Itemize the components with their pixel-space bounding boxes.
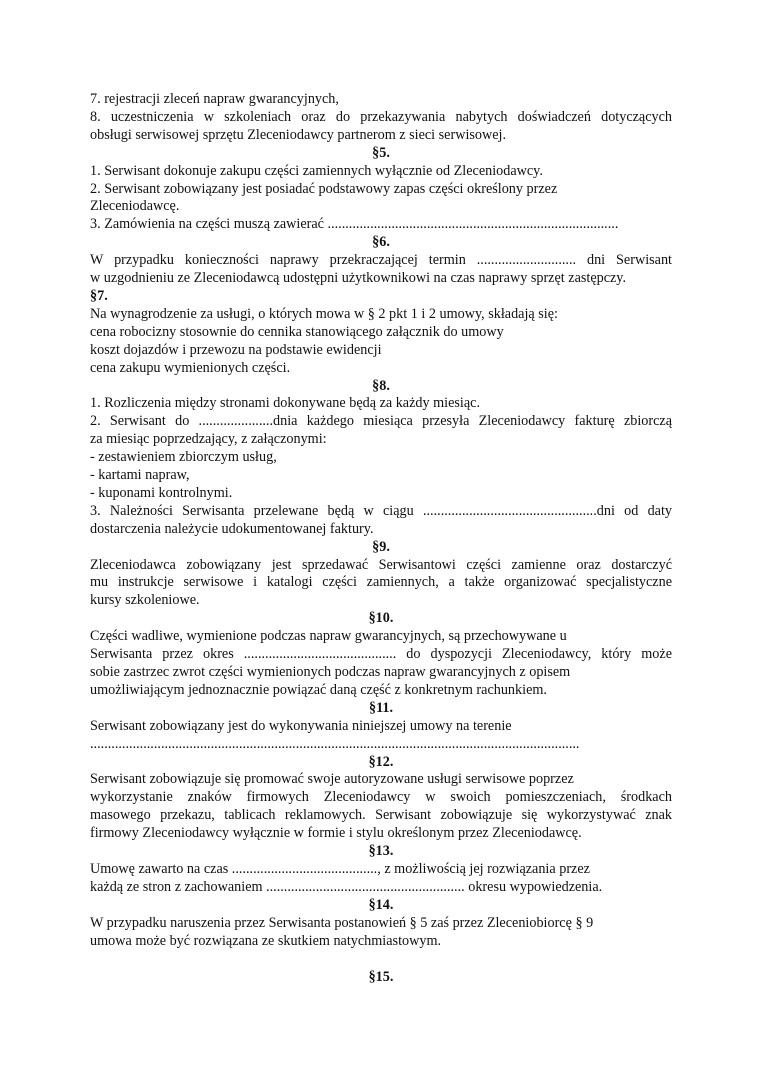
text-line: W przypadku konieczności naprawy przekraczającej termin ............................ dni Serwisant	[90, 252, 672, 269]
text-line: mu instrukcje serwisowe i katalogi części zamiennych, a także organizować specjalistyczne	[90, 574, 672, 591]
text-line: Serwisant zobowiązuje się promować swoje autoryzowane usługi serwisowe poprzez	[90, 771, 574, 788]
section-heading: §13.	[368, 843, 394, 860]
text-line: Serwisant zobowiązany jest do wykonywania niniejszej umowy na terenie	[90, 717, 512, 734]
text-line: koszt dojazdów i przewozu na podstawie ewidencji	[90, 341, 382, 358]
text-line: ..........................................................................................................................................	[90, 735, 580, 752]
blank-line	[90, 951, 672, 969]
text-line: dostarczenia należycie udokumentowanej faktury.	[90, 520, 374, 537]
text-line: cena robocizny stosownie do cennika stanowiącego załącznik do umowy	[90, 323, 504, 340]
text-line: w uzgodnieniu ze Zleceniodawcą udostępni użytkownikowi na czas naprawy sprzęt zastępczy.	[90, 270, 627, 287]
text-line: 3. Zamówienia na części muszą zawierać ..................................................................................	[90, 216, 619, 233]
text-line: cena zakupu wymienionych części.	[90, 359, 291, 376]
text-line: firmowy Zleceniodawcy wyłącznie w formie i stylu określonym przez Zleceniodawcę.	[90, 825, 582, 842]
text-line: Serwisanta przez okres ........................................... do dyspozycji Zleceniodawcy, który może	[90, 646, 672, 663]
text-line: 7. rejestracji zleceń napraw gwarancyjnych,	[90, 91, 339, 107]
section-heading: §7.	[90, 287, 108, 304]
text-line: Zleceniodawcę.	[90, 198, 180, 215]
text-line: sobie zastrzec zwrot części wymienionych podczas napraw gwarancyjnych z opisem	[90, 664, 571, 680]
text-line: Zleceniodawca zobowiązany jest sprzedawać Serwisantowi części zamienne oraz dostarczyć	[90, 556, 672, 573]
text-line: W przypadku naruszenia przez Serwisanta postanowień § 5 zaś przez Zleceniobiorcę § 9	[90, 914, 594, 931]
text-line: - kuponami kontrolnymi.	[90, 484, 233, 501]
text-line: masowego przekazu, tablicach reklamowych. Serwisant zobowiązuje się wykorzystywać znak	[90, 807, 672, 824]
text-line: 3. Należności Serwisanta przelewane będą w ciągu .................................................dni od daty	[90, 502, 672, 519]
text-line: Części wadliwe, wymienione podczas napraw gwarancyjnych, są przechowywane u	[90, 628, 567, 645]
section-heading: §5.	[372, 144, 390, 161]
section-heading: §6.	[372, 234, 390, 251]
text-line: kursy szkoleniowe.	[90, 592, 200, 609]
section-heading: §8.	[372, 377, 390, 394]
text-line: - zestawieniem zbiorczym usług,	[90, 449, 277, 466]
text-line: za miesiąc poprzedzający, z załączonymi:	[90, 431, 327, 448]
text-line: 1. Serwisant dokonuje zakupu części zamiennych wyłącznie od Zleceniodawcy.	[90, 162, 543, 179]
section-heading: §9.	[372, 538, 390, 555]
section-heading: §11.	[368, 699, 394, 716]
text-line: umowa może być rozwiązana ze skutkiem natychmiastowym.	[90, 932, 442, 949]
text-line: Na wynagrodzenie za usługi, o których mowa w § 2 pkt 1 i 2 umowy, składają się:	[90, 305, 558, 322]
section-heading: §12.	[368, 753, 394, 770]
text-line: 2. Serwisant zobowiązany jest posiadać podstawowy zapas części określony przez	[90, 180, 558, 197]
text-line: wykorzystanie znaków firmowych Zleceniodawcy w swoich pomieszczeniach, środkach	[90, 789, 672, 806]
text-line: Umowę zawarto na czas ........................................., z możliwością jej rozwiązania przez	[90, 860, 590, 877]
section-heading: §15.	[368, 968, 394, 985]
text-line: 2. Serwisant do .....................dnia każdego miesiąca przesyła Zleceniodawcy fakturę zbiorczą	[90, 413, 672, 430]
text-line: każdą ze stron z zachowaniem ........................................................ okresu wypowiedzenia.	[90, 878, 603, 895]
section-heading: §10.	[368, 610, 394, 627]
document-page	[90, 91, 672, 986]
section-heading: §14.	[368, 896, 394, 913]
text-line: obsługi serwisowej sprzętu Zleceniodawcy partnerom z sieci serwisowej.	[90, 126, 507, 143]
text-line: 1. Rozliczenia między stronami dokonywane będą za każdy miesiąc.	[90, 395, 481, 412]
text-line: 8. uczestniczenia w szkoleniach oraz do przekazywania nabytych doświadczeń dotyczących	[90, 108, 672, 125]
text-line: umożliwiającym jednoznacznie powiązać daną część z konkretnym rachunkiem.	[90, 681, 547, 698]
text-line: - kartami napraw,	[90, 467, 190, 484]
